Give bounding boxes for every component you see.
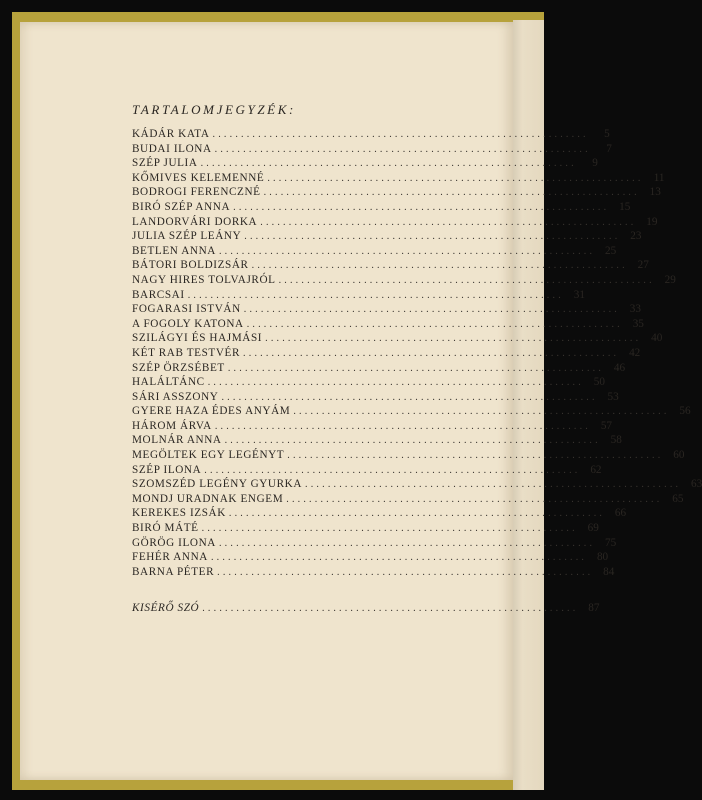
toc-entry-title: FEHÉR ANNA: [132, 551, 208, 564]
toc-entry: [132, 273, 676, 289]
toc-leader-dots: ..................................................................: [265, 333, 642, 345]
toc-entry-title: BODROGI FERENCZNÉ: [132, 186, 261, 199]
toc-list: [132, 128, 702, 580]
toc-entry-title: HÁROM ÁRVA: [132, 419, 212, 432]
toc-entry-title: NAGY HIRES TOLVAJRÓL: [132, 273, 276, 286]
toc-entry-title: KÁDÁR KATA: [132, 128, 210, 140]
toc-leader-dots: ..................................................................: [233, 201, 610, 213]
toc-entry-page: 5: [604, 128, 610, 140]
toc-entry: [132, 419, 613, 435]
toc-entry-title: KISÉRŐ SZÓ: [132, 602, 200, 614]
toc-entry-title: KÉT RAB TESTVÉR: [132, 346, 241, 359]
toc-entry: [132, 565, 615, 581]
toc-entry: [132, 317, 644, 333]
toc-leader-dots: ..................................................................: [243, 347, 620, 359]
toc-leader-dots: ..................................................................: [251, 260, 628, 272]
toc-leader-dots: ..................................................................: [267, 172, 644, 184]
toc-entry: [132, 478, 702, 493]
toc-entry-title: KŐMIVES KELEMENNÉ: [132, 171, 265, 184]
toc-entry-page: 65: [672, 492, 684, 505]
toc-entry-page: 60: [673, 449, 685, 462]
toc-entry: [132, 186, 661, 201]
toc-leader-dots: ..................................................................: [243, 304, 620, 316]
toc-heading: TARTALOMJEGYZÉK:: [132, 102, 296, 117]
toc-leader-dots: ..................................................................: [218, 245, 596, 257]
toc-leader-dots: ..................................................................: [227, 362, 605, 374]
toc-entry: [132, 230, 642, 245]
toc-entry: [132, 288, 585, 304]
toc-entry-title: BARCSAI: [132, 288, 185, 301]
toc-entry-page: 87: [588, 602, 600, 614]
toc-entry-title: A FOGOLY KATONA: [132, 317, 244, 330]
toc-entry-title: GÖRÖG ILONA: [132, 536, 216, 549]
toc-entry-title: BIRÓ SZÉP ANNA: [132, 200, 231, 213]
toc-leader-dots: ..................................................................: [244, 231, 621, 243]
toc-leader-dots: ..................................................................: [204, 464, 581, 476]
toc-leader-dots: ..................................................................: [207, 377, 584, 389]
toc-entry-page: 15: [619, 200, 631, 213]
toc-entry-page: 23: [630, 230, 642, 243]
toc-entry-page: 42: [629, 346, 641, 359]
toc-entry-page: 84: [603, 565, 615, 578]
toc-leader-dots: ..................................................................: [260, 216, 637, 228]
toc-entry-title: SÁRI ASSZONY: [132, 390, 219, 403]
toc-entry: [132, 303, 641, 318]
toc-entry-title: BUDAI ILONA: [132, 142, 212, 155]
toc-entry-title: GYERE HAZA ÉDES ANYÁM: [132, 405, 291, 418]
toc-entry-page: 40: [651, 332, 663, 345]
toc-entry-title: MONDJ URADNAK ENGEM: [132, 492, 284, 505]
toc-entry: [132, 157, 598, 172]
toc-leader-dots: ..................................................................: [246, 318, 623, 330]
toc-entry: [132, 463, 602, 479]
toc-entry-title: MEGÖLTEK EGY LEGÉNYT: [132, 449, 285, 462]
toc-entry-page: 57: [600, 419, 613, 432]
toc-entry-page: 50: [593, 376, 605, 389]
toc-leader-dots: ..................................................................: [263, 187, 640, 199]
toc-leader-dots: ..................................................................: [224, 435, 601, 447]
toc-entry-title: FOGARASI ISTVÁN: [132, 303, 241, 316]
toc-entry-page: 80: [596, 551, 609, 564]
toc-leader-dots: ..................................................................: [210, 552, 588, 564]
toc-entry: [132, 536, 617, 552]
toc-entry: [132, 507, 627, 522]
toc-leader-dots: ..................................................................: [217, 566, 594, 578]
toc-entry: [132, 332, 663, 347]
toc-leader-dots: ..................................................................: [305, 479, 682, 491]
toc-entry-title: BIRÓ MÁTÉ: [132, 522, 199, 535]
toc-entry-title: SZÉP ÖRZSÉBET: [132, 361, 225, 374]
toc-entry: [132, 215, 658, 231]
toc-entry-title: KEREKES IZSÁK: [132, 507, 226, 520]
toc-leader-dots: ..................................................................: [202, 603, 579, 614]
toc-entry: [132, 244, 617, 260]
toc-entry: [132, 492, 684, 508]
toc-entry-page: 56: [679, 405, 691, 418]
toc-entry-page: 35: [632, 317, 644, 330]
toc-entry: [132, 434, 622, 449]
toc-entry-page: 27: [637, 259, 649, 272]
toc-entry-page: 29: [664, 273, 676, 286]
toc-entry-title: SZILÁGYI ÉS HAJMÁSI: [132, 332, 263, 345]
toc-entry-title: BARNA PÉTER: [132, 565, 215, 578]
toc-entry-page: 13: [649, 186, 661, 199]
toc-entry: [132, 361, 626, 377]
toc-leader-dots: ..................................................................: [228, 508, 606, 520]
toc-entry-title: HALÁLTÁNC: [132, 376, 205, 389]
toc-entry-page: 31: [573, 288, 585, 301]
toc-leader-dots: ..................................................................: [286, 493, 663, 505]
toc-entry-title: SZÉP ILONA: [132, 463, 202, 476]
toc-entry: [132, 200, 631, 216]
toc-leader-dots: ..................................................................: [214, 143, 591, 155]
toc-entry-page: 7: [606, 142, 612, 155]
toc-entry-page: 62: [590, 463, 602, 476]
toc-entry-page: 75: [605, 536, 617, 549]
toc-entry-title: BÁTORI BOLDIZSÁR: [132, 259, 249, 272]
toc-entry-title: SZOMSZÉD LEGÉNY GYURKA: [132, 478, 303, 491]
toc-entry-page: 25: [605, 244, 617, 257]
toc-entry-page: 53: [607, 390, 619, 403]
toc-leader-dots: ..................................................................: [287, 450, 664, 462]
toc-entry-title: MOLNÁR ANNA: [132, 434, 222, 447]
toc-entry-page: 11: [653, 171, 665, 184]
toc-entry-page: 66: [614, 507, 627, 520]
toc-entry-page: 58: [610, 434, 622, 447]
toc-entry: [132, 376, 605, 391]
toc-entry-page: 69: [587, 522, 599, 535]
toc-entry: [132, 259, 649, 274]
toc-entry: [132, 128, 610, 143]
toc-leader-dots: ..................................................................: [293, 406, 670, 418]
toc-entry-title: LANDORVÁRI DORKA: [132, 215, 258, 228]
toc-leader-dots: ..................................................................: [278, 274, 655, 286]
toc-entry-page: 46: [613, 361, 626, 374]
toc-entry: [132, 142, 612, 158]
toc-entry-page: 9: [592, 157, 598, 170]
toc-entry-page: 19: [646, 215, 658, 228]
toc-entry-title: BETLEN ANNA: [132, 244, 216, 257]
toc-leader-dots: ..................................................................: [200, 158, 577, 170]
toc-entry: [132, 171, 665, 187]
toc-entry-title: SZÉP JULIA: [132, 157, 198, 170]
toc-entry: [132, 551, 609, 566]
toc-leader-dots: ..................................................................: [212, 129, 589, 140]
toc-entry-page: 63: [691, 478, 702, 491]
toc-leader-dots: ..................................................................: [221, 391, 598, 403]
toc-entry: [132, 346, 641, 362]
toc-entry: [132, 522, 599, 537]
toc-entry: [132, 405, 691, 420]
toc-leader-dots: ..................................................................: [201, 523, 578, 535]
toc-leader-dots: ..................................................................: [187, 289, 564, 301]
toc-entry: [132, 449, 685, 464]
toc-entry-page: 33: [629, 303, 641, 316]
toc-leader-dots: ..................................................................: [218, 537, 596, 549]
toc-entry: [132, 390, 619, 406]
toc-leader-dots: ..................................................................: [214, 420, 592, 432]
toc-entry-title: JULIA SZÉP LEÁNY: [132, 230, 242, 243]
toc-final-entry: [132, 602, 600, 617]
